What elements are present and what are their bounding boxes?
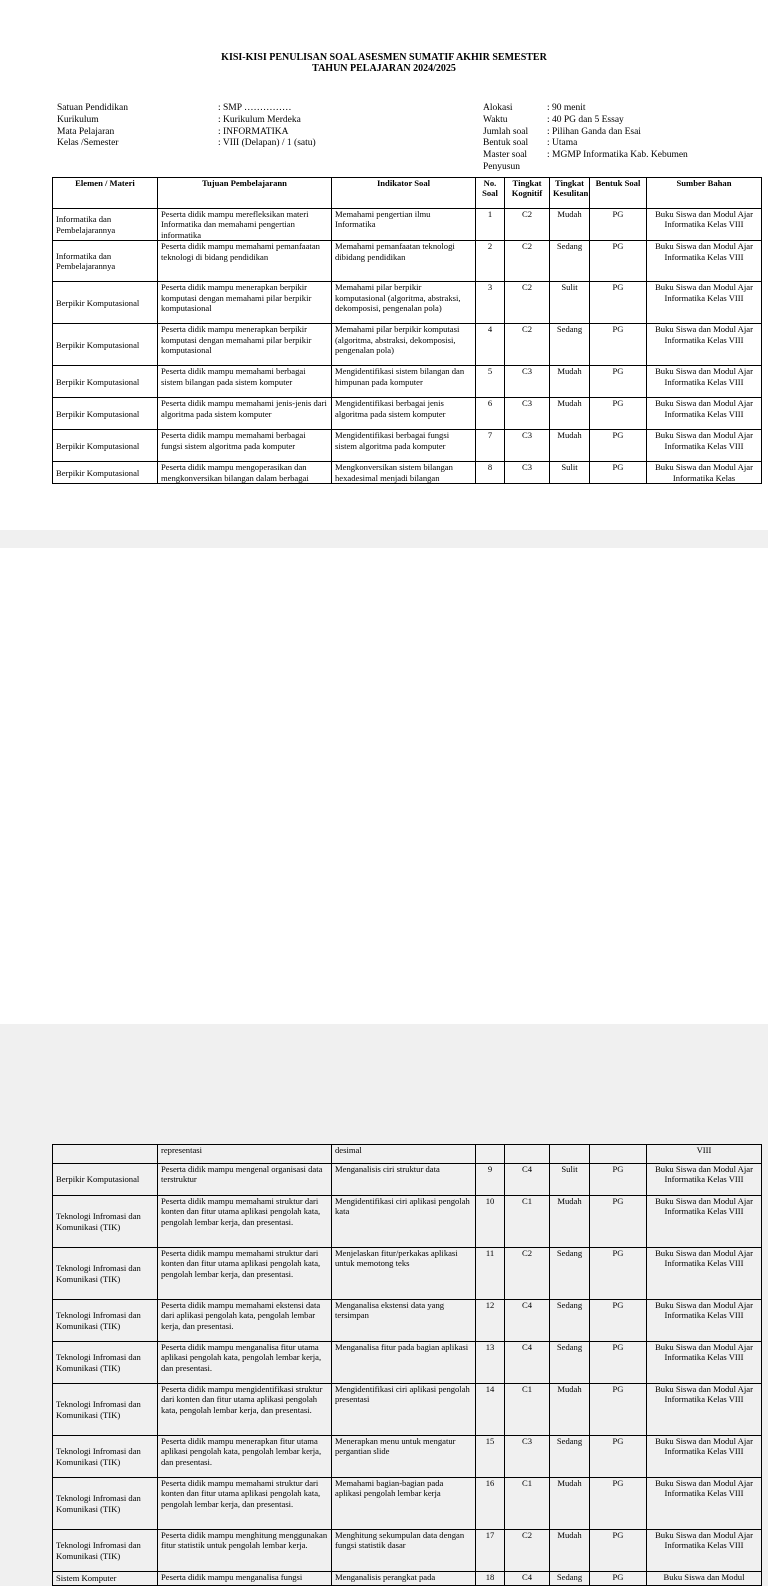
kesulitan-cell: Sedang (550, 1436, 590, 1478)
no-soal-cell: 17 (476, 1530, 505, 1572)
column-header: Tujuan Pembelajarann (158, 178, 332, 209)
elemen-cell: Berpikir Komputasional (53, 430, 158, 462)
bentuk-cell: PG (590, 282, 647, 324)
sumber-cell: Buku Siswa dan Modul Ajar Informatika Kelas VIII (647, 1436, 762, 1478)
sumber-cell: Buku Siswa dan Modul Ajar Informatika Kelas VIII (647, 1196, 762, 1248)
indikator-cell: Menganalisa fitur pada bagian aplikasi (332, 1342, 476, 1384)
meta-value: : Kurikulum Merdeka (218, 114, 301, 125)
kesulitan-cell: Sedang (550, 1342, 590, 1384)
bentuk-cell (590, 1145, 647, 1164)
table-row (53, 1164, 762, 1196)
elemen-cell: Teknologi Infromasi dan Komunikasi (TIK) (53, 1530, 158, 1572)
elemen-cell: Informatika dan Pembelajarannya (53, 209, 158, 241)
elemen-cell: Berpikir Komputasional (53, 282, 158, 324)
sumber-cell: Buku Siswa dan Modul Ajar Informatika Kelas VIII (647, 241, 762, 282)
kesulitan-cell: Mudah (550, 1196, 590, 1248)
no-soal-cell: 12 (476, 1300, 505, 1342)
kognitif-cell: C2 (505, 1530, 550, 1572)
no-soal-cell: 6 (476, 398, 505, 430)
indikator-cell: Menganalisa ekstensi data yang tersimpan (332, 1300, 476, 1342)
sumber-cell: Buku Siswa dan Modul Ajar Informatika Kelas VIII (647, 209, 762, 241)
elemen-cell: Berpikir Komputasional (53, 462, 158, 484)
bentuk-cell: PG (590, 1300, 647, 1342)
indikator-cell: Memahami pilar berpikir komputasi (algoritma, abstraksi, dekomposisi, pengenalan pola) (332, 324, 476, 366)
sumber-cell: Buku Siswa dan Modul Ajar Informatika Kelas VIII (647, 1384, 762, 1436)
kognitif-cell: C3 (505, 366, 550, 398)
kesulitan-cell: Sedang (550, 1572, 590, 1586)
kognitif-cell: C2 (505, 241, 550, 282)
meta-label: Kurikulum (57, 114, 99, 125)
no-soal-cell: 7 (476, 430, 505, 462)
kesulitan-cell: Mudah (550, 398, 590, 430)
sumber-cell: Buku Siswa dan Modul Ajar Informatika Kelas VIII (647, 282, 762, 324)
no-soal-cell: 16 (476, 1478, 505, 1530)
bentuk-cell: PG (590, 398, 647, 430)
column-header: Sumber Bahan (647, 178, 762, 209)
document-page-1 (0, 0, 768, 530)
kesulitan-cell: Sedang (550, 1248, 590, 1300)
kesulitan-cell: Mudah (550, 209, 590, 241)
bentuk-cell: PG (590, 1342, 647, 1384)
sumber-cell: Buku Siswa dan Modul Ajar Informatika Kelas VIII (647, 430, 762, 462)
tujuan-cell: Peserta didik mampu menerapkan fitur utama aplikasi pengolah kata, pengolah lembar kerja, dan presentasi. (158, 1436, 332, 1478)
bentuk-cell: PG (590, 1196, 647, 1248)
kognitif-cell: C4 (505, 1572, 550, 1586)
kognitif-cell: C4 (505, 1300, 550, 1342)
no-soal-cell: 15 (476, 1436, 505, 1478)
no-soal-cell: 3 (476, 282, 505, 324)
no-soal-cell: 1 (476, 209, 505, 241)
indikator-cell: Menerapkan menu untuk mengatur pergantian slide (332, 1436, 476, 1478)
column-header: Bentuk Soal (590, 178, 647, 209)
kognitif-cell: C2 (505, 1248, 550, 1300)
meta-label: Alokasi (483, 103, 513, 113)
kesulitan-cell: Mudah (550, 366, 590, 398)
tujuan-cell: Peserta didik mampu memahami berbagai fungsi sistem algoritma pada komputer (158, 430, 332, 462)
no-soal-cell: 11 (476, 1248, 505, 1300)
indikator-cell: Mengidentifikasi berbagai fungsi sistem algoritma pada komputer (332, 430, 476, 462)
indikator-cell: Mengidentifikasi sistem bilangan dan himpunan pada komputer (332, 366, 476, 398)
tujuan-cell: Peserta didik mampu memahami struktur dari konten dan fitur utama aplikasi pengolah kata, pengolah lembar kerja, dan presentasi. (158, 1478, 332, 1530)
kognitif-cell: C2 (505, 282, 550, 324)
sumber-cell: Buku Siswa dan Modul Ajar Informatika Kelas VIII (647, 366, 762, 398)
sumber-cell: Buku Siswa dan Modul Ajar Informatika Kelas VIII (647, 1164, 762, 1196)
meta-label: Kelas /Semester (57, 138, 119, 149)
kesulitan-cell: Sulit (550, 462, 590, 484)
table-row (53, 282, 762, 324)
meta-value: : Utama (547, 138, 578, 149)
meta-value: : INFORMATIKA (218, 126, 289, 137)
no-soal-cell: 18 (476, 1572, 505, 1586)
kisi-kisi-table-continued (52, 1144, 762, 1586)
kognitif-cell: C3 (505, 430, 550, 462)
table-row (53, 1300, 762, 1342)
bentuk-cell: PG (590, 462, 647, 484)
meta-right-labels (483, 103, 528, 174)
sumber-cell: VIII (647, 1145, 762, 1164)
no-soal-cell: 10 (476, 1196, 505, 1248)
elemen-cell: Teknologi Infromasi dan Komunikasi (TIK) (53, 1436, 158, 1478)
indikator-cell: Menghitung sekumpulan data dengan fungsi statistik dasar (332, 1530, 476, 1572)
table-row (53, 324, 762, 366)
tujuan-cell: Peserta didik mampu menghitung menggunakan fitur statistik untuk pengolah lembar kerja. (158, 1530, 332, 1572)
kisi-kisi-table (52, 177, 762, 484)
table-row (53, 462, 762, 484)
kognitif-cell: C1 (505, 1196, 550, 1248)
elemen-cell: Sistem Komputer (53, 1572, 158, 1586)
table-row (53, 1436, 762, 1478)
sumber-cell: Buku Siswa dan Modul (647, 1572, 762, 1586)
meta-left-labels (57, 103, 128, 150)
indikator-cell: desimal (332, 1145, 476, 1164)
kognitif-cell: C2 (505, 209, 550, 241)
bentuk-cell: PG (590, 366, 647, 398)
tujuan-cell: representasi (158, 1145, 332, 1164)
column-header: Tingkat Kesulitan (550, 178, 590, 209)
tujuan-cell: Peserta didik mampu mengidentifikasi struktur dari konten dan fitur utama aplikasi pengolah kata, pengolah lembar kerja, dan presentasi. (158, 1384, 332, 1436)
indikator-cell: Mengkonversikan sistem bilangan hexadesimal menjadi bilangan (332, 462, 476, 484)
table-row (53, 1248, 762, 1300)
document-page-2 (0, 548, 768, 1584)
bentuk-cell: PG (590, 1530, 647, 1572)
elemen-cell: Berpikir Komputasional (53, 398, 158, 430)
sumber-cell: Buku Siswa dan Modul Ajar Informatika Kelas VIII (647, 1300, 762, 1342)
elemen-cell: Berpikir Komputasional (53, 366, 158, 398)
bentuk-cell: PG (590, 1384, 647, 1436)
bentuk-cell: PG (590, 209, 647, 241)
kesulitan-cell: Mudah (550, 1530, 590, 1572)
bentuk-cell: PG (590, 1436, 647, 1478)
meta-label: Waktu (483, 114, 508, 125)
kesulitan-cell: Mudah (550, 430, 590, 462)
sumber-cell: Buku Siswa dan Modul Ajar Informatika Kelas VIII (647, 1342, 762, 1384)
indikator-cell: Mengidentifikasi ciri aplikasi pengolah presentasi (332, 1384, 476, 1436)
kesulitan-cell: Sulit (550, 282, 590, 324)
kognitif-cell: C2 (505, 324, 550, 366)
elemen-cell: Berpikir Komputasional (53, 1164, 158, 1196)
no-soal-cell: 14 (476, 1384, 505, 1436)
sumber-cell: Buku Siswa dan Modul Ajar Informatika Kelas VIII (647, 1530, 762, 1572)
meta-label: Penyusun (483, 161, 520, 172)
kesulitan-cell: Sedang (550, 324, 590, 366)
table-row (53, 1145, 762, 1164)
sumber-cell: Buku Siswa dan Modul Ajar Informatika Kelas (647, 462, 762, 484)
tujuan-cell: Peserta didik mampu memahami struktur dari konten dan fitur utama aplikasi pengolah kata, pengolah lembar kerja, dan presentasi. (158, 1248, 332, 1300)
tujuan-cell: Peserta didik mampu memahami jenis-jenis dari algoritma pada sistem komputer (158, 398, 332, 430)
meta-value: : Pilihan Ganda dan Esai (547, 126, 641, 137)
indikator-cell: Memahami pengertian ilmu Informatika (332, 209, 476, 241)
kesulitan-cell (550, 1145, 590, 1164)
column-header: Indikator Soal (332, 178, 476, 209)
no-soal-cell: 2 (476, 241, 505, 282)
indikator-cell: Memahami pemanfaatan teknologi dibidang pendidikan (332, 241, 476, 282)
kesulitan-cell: Sulit (550, 1164, 590, 1196)
tujuan-cell: Peserta didik mampu menganalisa fungsi (158, 1572, 332, 1586)
meta-value: : SMP …………… (218, 103, 292, 113)
indikator-cell: Menganalisis perangkat pada (332, 1572, 476, 1586)
bentuk-cell: PG (590, 324, 647, 366)
elemen-cell: Informatika dan Pembelajarannya (53, 241, 158, 282)
indikator-cell: Memahami pilar berpikir komputasional (algoritma, abstraksi, dekomposisi, pengenalan pola) (332, 282, 476, 324)
no-soal-cell: 4 (476, 324, 505, 366)
kognitif-cell: C4 (505, 1342, 550, 1384)
elemen-cell: Teknologi Infromasi dan Komunikasi (TIK) (53, 1384, 158, 1436)
indikator-cell: Menganalisis ciri struktur data (332, 1164, 476, 1196)
bentuk-cell: PG (590, 1248, 647, 1300)
bentuk-cell: PG (590, 241, 647, 282)
document-title: KISI-KISI PENULISAN SOAL ASESMEN SUMATIF AKHIR SEMESTER (221, 52, 547, 63)
indikator-cell: Memahami bagian-bagian pada aplikasi pengolah lembar kerja (332, 1478, 476, 1530)
kognitif-cell: C3 (505, 1436, 550, 1478)
table-row (53, 1342, 762, 1384)
sumber-cell: Buku Siswa dan Modul Ajar Informatika Kelas VIII (647, 398, 762, 430)
tujuan-cell: Peserta didik mampu memahami pemanfaatan teknologi di bidang pendidikan (158, 241, 332, 282)
sumber-cell: Buku Siswa dan Modul Ajar Informatika Kelas VIII (647, 1248, 762, 1300)
elemen-cell (53, 1145, 158, 1164)
elemen-cell: Teknologi Infromasi dan Komunikasi (TIK) (53, 1478, 158, 1530)
kesulitan-cell: Mudah (550, 1478, 590, 1530)
meta-right-values (547, 103, 688, 162)
meta-label: Master soal (483, 150, 528, 161)
meta-label: Jumlah soal (483, 126, 529, 137)
table-row (53, 209, 762, 241)
sumber-cell: Buku Siswa dan Modul Ajar Informatika Kelas VIII (647, 1478, 762, 1530)
meta-value: : VIII (Delapan) / 1 (satu) (218, 138, 316, 149)
bentuk-cell: PG (590, 1572, 647, 1586)
elemen-cell: Teknologi Infromasi dan Komunikasi (TIK) (53, 1342, 158, 1384)
tujuan-cell: Peserta didik mampu menerapkan berpikir komputasi dengan memahami pilar berpikir komputasional (158, 324, 332, 366)
meta-label: Mata Pelajaran (57, 126, 115, 137)
document-subtitle: TAHUN PELAJARAN 2024/2025 (312, 63, 456, 74)
bentuk-cell: PG (590, 1478, 647, 1530)
kognitif-cell: C3 (505, 398, 550, 430)
meta-left-values (218, 103, 316, 150)
table-row (53, 366, 762, 398)
table-row (53, 430, 762, 462)
kognitif-cell: C4 (505, 1164, 550, 1196)
meta-value: : 40 PG dan 5 Essay (547, 114, 624, 125)
meta-label: Bentuk soal (483, 138, 529, 149)
tujuan-cell: Peserta didik mampu merefleksikan materi Informatika dan memahami pengertian informatika (158, 209, 332, 241)
table-header-row (53, 178, 762, 209)
column-header: No. Soal (476, 178, 505, 209)
tujuan-cell: Peserta didik mampu memahami struktur dari konten dan fitur utama aplikasi pengolah kata, pengolah lembar kerja, dan presentasi. (158, 1196, 332, 1248)
kesulitan-cell: Sedang (550, 1300, 590, 1342)
indikator-cell: Mengidentifikasi ciri aplikasi pengolah kata (332, 1196, 476, 1248)
elemen-cell: Teknologi Infromasi dan Komunikasi (TIK) (53, 1300, 158, 1342)
no-soal-cell (476, 1145, 505, 1164)
meta-label: Satuan Pendidikan (57, 103, 128, 113)
table-row (53, 1384, 762, 1436)
elemen-cell: Berpikir Komputasional (53, 324, 158, 366)
tujuan-cell: Peserta didik mampu menerapkan berpikir komputasi dengan memahami pilar berpikir komputasional (158, 282, 332, 324)
elemen-cell: Teknologi Infromasi dan Komunikasi (TIK) (53, 1196, 158, 1248)
elemen-cell: Teknologi Infromasi dan Komunikasi (TIK) (53, 1248, 158, 1300)
table-row (53, 1530, 762, 1572)
bentuk-cell: PG (590, 1164, 647, 1196)
column-header: Elemen / Materi (53, 178, 158, 209)
no-soal-cell: 9 (476, 1164, 505, 1196)
table-row (53, 1572, 762, 1586)
table-row (53, 1478, 762, 1530)
kesulitan-cell: Mudah (550, 1384, 590, 1436)
no-soal-cell: 8 (476, 462, 505, 484)
tujuan-cell: Peserta didik mampu menganalisa fitur utama aplikasi pengolah kata, pengolah lembar kerja, dan presentasi. (158, 1342, 332, 1384)
tujuan-cell: Peserta didik mampu mengoperasikan dan mengkonversikan bilangan dalam berbagai (158, 462, 332, 484)
meta-value: : 90 menit (547, 103, 586, 113)
kesulitan-cell: Sedang (550, 241, 590, 282)
no-soal-cell: 5 (476, 366, 505, 398)
column-header: Tingkat Kognitif (505, 178, 550, 209)
no-soal-cell: 13 (476, 1342, 505, 1384)
bentuk-cell: PG (590, 430, 647, 462)
kognitif-cell: C3 (505, 462, 550, 484)
sumber-cell: Buku Siswa dan Modul Ajar Informatika Kelas VIII (647, 324, 762, 366)
table-row (53, 241, 762, 282)
indikator-cell: Mengidentifikasi berbagai jenis algoritma pada sistem komputer (332, 398, 476, 430)
table-row (53, 1196, 762, 1248)
kognitif-cell: C1 (505, 1384, 550, 1436)
meta-value: : MGMP Informatika Kab. Kebumen (547, 150, 688, 161)
tujuan-cell: Peserta didik mampu memahami berbagai sistem bilangan pada sistem komputer (158, 366, 332, 398)
tujuan-cell: Peserta didik mampu memahami ekstensi data dari aplikasi pengolah kata, pengolah lembar kerja, dan presentasi. (158, 1300, 332, 1342)
kognitif-cell (505, 1145, 550, 1164)
indikator-cell: Menjelaskan fitur/perkakas aplikasi untuk memotong teks (332, 1248, 476, 1300)
table-row (53, 398, 762, 430)
tujuan-cell: Peserta didik mampu mengenal organisasi data terstruktur (158, 1164, 332, 1196)
kognitif-cell: C1 (505, 1478, 550, 1530)
